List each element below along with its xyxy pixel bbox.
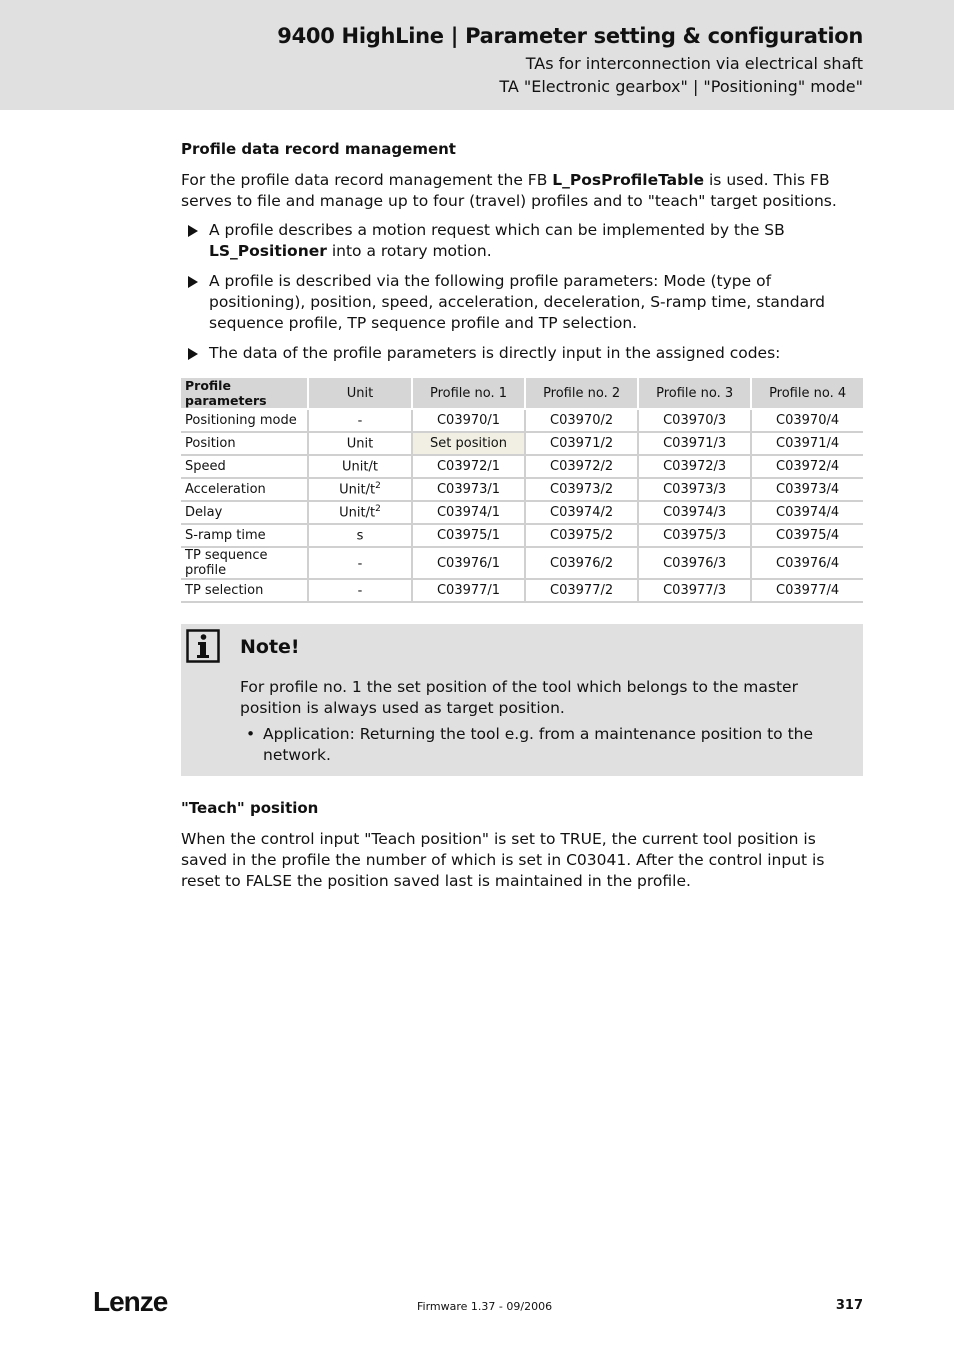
cell-code: C03970/1 — [412, 409, 525, 432]
table-row — [181, 432, 863, 455]
cell-unit — [308, 478, 412, 501]
list-item — [181, 220, 863, 262]
note-title: Note! — [240, 636, 300, 658]
info-icon — [186, 629, 220, 663]
page-subtitle-1: TAs for interconnection via electrical shaft — [525, 54, 863, 73]
unit-text: - — [357, 413, 363, 429]
cell-code: C03976/3 — [638, 547, 751, 579]
unit-text: Unit — [346, 436, 374, 452]
page-title: 9400 HighLine | Parameter setting & configuration — [277, 24, 863, 48]
bullet-text: into a rotary motion. — [326, 242, 492, 260]
teach-paragraph: When the control input "Teach position" is set to TRUE, the current tool position is saved in the profile the number of which is set in C03041. After the control input is reset to FALSE the position saved last is maintained in the profile. — [181, 830, 825, 890]
cell-code: C03977/3 — [638, 579, 751, 602]
cell-code: C03970/2 — [525, 409, 638, 432]
table-row — [181, 501, 863, 524]
intro-fb-name: L_PosProfileTable — [552, 171, 705, 189]
cell-unit — [308, 409, 412, 432]
bullet-text: The data of the profile parameters is directly input in the assigned codes: — [209, 344, 781, 362]
cell-code: C03970/4 — [751, 409, 863, 432]
unit-text: Unit/t — [342, 459, 378, 475]
table-row — [181, 547, 863, 579]
cell-code: C03977/4 — [751, 579, 863, 602]
cell-unit — [308, 579, 412, 602]
cell-parameter: Position — [181, 432, 308, 455]
table-row — [181, 455, 863, 478]
cell-code: C03974/1 — [412, 501, 525, 524]
column-header: Profile parameters — [181, 378, 308, 409]
firmware-version: Firmware 1.37 - 09/2006 — [417, 1300, 553, 1313]
unit-exponent: 2 — [375, 504, 381, 515]
cell-code: C03975/3 — [638, 524, 751, 547]
bullet-sb-name: LS_Positioner — [209, 242, 327, 260]
triangle-bullet-icon — [188, 276, 198, 288]
cell-code: C03974/3 — [638, 501, 751, 524]
cell-code: C03975/2 — [525, 524, 638, 547]
list-item — [181, 343, 863, 364]
column-header: Profile no. 1 — [412, 378, 525, 409]
page-header — [0, 0, 954, 110]
note-bullet-text: Application: Returning the tool e.g. from a maintenance position to the network. — [263, 725, 814, 764]
note-text: For profile no. 1 the set position of the tool which belongs to the master position is always used as target position. — [240, 678, 798, 717]
intro-text-start: For the profile data record management the FB — [181, 171, 553, 189]
unit-text: - — [357, 583, 363, 599]
cell-code: C03976/4 — [751, 547, 863, 579]
cell-code: C03971/3 — [638, 432, 751, 455]
note-bullet — [240, 724, 850, 766]
main-content — [181, 140, 863, 603]
unit-text: Unit/t — [339, 482, 376, 498]
bullet-list — [181, 220, 863, 364]
column-header: Profile no. 4 — [751, 378, 863, 409]
bullet-text: A profile describes a motion request which can be implemented by the SB — [209, 221, 785, 239]
page-subtitle-2: TA "Electronic gearbox" | "Positioning" mode" — [499, 77, 863, 96]
cell-code: C03972/2 — [525, 455, 638, 478]
cell-code: C03974/4 — [751, 501, 863, 524]
cell-code: C03973/3 — [638, 478, 751, 501]
cell-parameter: Positioning mode — [181, 409, 308, 432]
triangle-bullet-icon — [188, 348, 198, 360]
table-row — [181, 409, 863, 432]
cell-code: C03977/2 — [525, 579, 638, 602]
cell-parameter: Delay — [181, 501, 308, 524]
cell-code: C03972/1 — [412, 455, 525, 478]
cell-code: Set position — [412, 432, 525, 455]
profile-parameters-table — [181, 378, 863, 603]
cell-code: C03971/4 — [751, 432, 863, 455]
cell-unit — [308, 455, 412, 478]
cell-unit — [308, 547, 412, 579]
table-header-row — [181, 378, 863, 409]
unit-text: s — [356, 528, 364, 544]
intro-text-end: is used. This FB serves to file and manage up to four (travel) profiles and to "teach" target positions. — [181, 171, 837, 210]
section-heading-teach: "Teach" position — [181, 799, 319, 817]
triangle-bullet-icon — [188, 225, 198, 237]
cell-code: C03973/2 — [525, 478, 638, 501]
cell-parameter: TP sequence profile — [181, 547, 308, 579]
teach-section — [181, 799, 863, 892]
intro-paragraph — [181, 170, 863, 212]
column-header: Unit — [308, 378, 412, 409]
cell-code: C03970/3 — [638, 409, 751, 432]
cell-parameter: S-ramp time — [181, 524, 308, 547]
cell-code: C03977/1 — [412, 579, 525, 602]
cell-parameter: Speed — [181, 455, 308, 478]
unit-text: - — [357, 556, 363, 572]
unit-text: Unit/t — [339, 505, 376, 521]
table-row — [181, 524, 863, 547]
cell-unit — [308, 524, 412, 547]
cell-code: C03972/4 — [751, 455, 863, 478]
cell-parameter: TP selection — [181, 579, 308, 602]
bullet-text: A profile is described via the following profile parameters: Mode (type of positioning), position, speed, acceleration, deceleration, S-ramp time, standard sequence profile, TP sequence profile and TP selection. — [209, 272, 826, 332]
cell-code: C03973/1 — [412, 478, 525, 501]
cell-code: C03975/1 — [412, 524, 525, 547]
note-box — [181, 624, 863, 776]
cell-code: C03971/2 — [525, 432, 638, 455]
cell-code: C03976/1 — [412, 547, 525, 579]
cell-parameter: Acceleration — [181, 478, 308, 501]
table-row — [181, 478, 863, 501]
cell-unit — [308, 432, 412, 455]
lenze-logo — [93, 1286, 167, 1318]
cell-code: C03972/3 — [638, 455, 751, 478]
cell-code: C03975/4 — [751, 524, 863, 547]
cell-code: C03976/2 — [525, 547, 638, 579]
table-row — [181, 579, 863, 602]
page-number: 317 — [835, 1298, 863, 1313]
list-item — [181, 271, 863, 334]
cell-code: C03973/4 — [751, 478, 863, 501]
cell-code: C03974/2 — [525, 501, 638, 524]
dot-bullet-icon: • — [246, 725, 256, 743]
cell-unit — [308, 501, 412, 524]
column-header: Profile no. 2 — [525, 378, 638, 409]
unit-exponent: 2 — [375, 481, 381, 492]
column-header: Profile no. 3 — [638, 378, 751, 409]
logo-text: Lenze — [93, 1286, 168, 1317]
section-heading-profile: Profile data record management — [181, 140, 456, 158]
